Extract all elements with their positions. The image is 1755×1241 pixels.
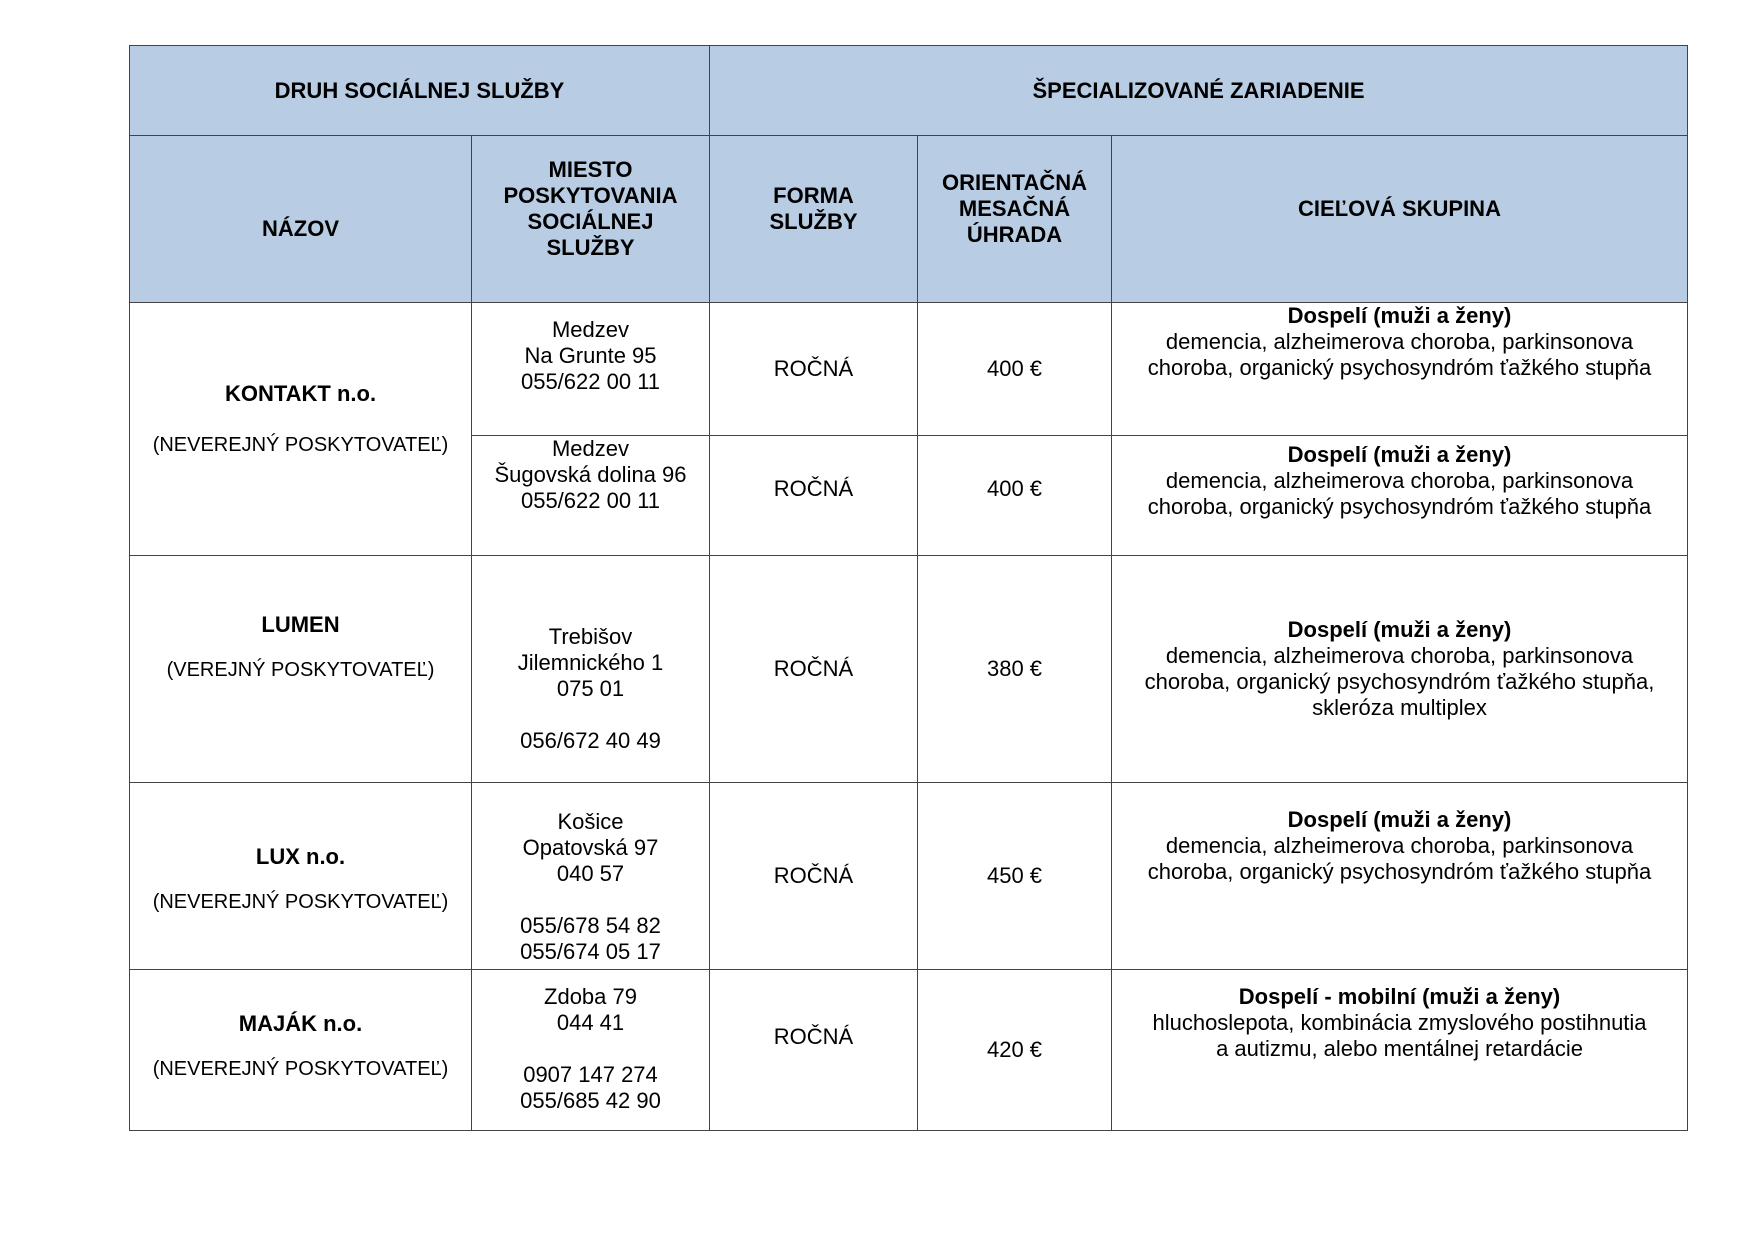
- target-cell: Dospelí - mobilní (muži a ženy) hluchoslepota, kombinácia zmyslového postihnutia a autizmu, alebo mentálnej retardácie: [1112, 970, 1688, 1131]
- target-cell: Dospelí (muži a ženy) demencia, alzheimerova choroba, parkinsonova choroba, organický psychosyndróm ťažkého stupňa, skleróza multiplex: [1112, 556, 1688, 783]
- header-form: FORMA SLUŽBY: [710, 136, 918, 303]
- target-cell: Dospelí (muži a ženy) demencia, alzheimerova choroba, parkinsonova choroba, organický psychosyndróm ťažkého stupňa: [1112, 783, 1688, 970]
- table-row: [130, 556, 1688, 783]
- provider-name: LUX n.o.: [255, 844, 346, 869]
- form-cell: ROČNÁ: [710, 970, 918, 1131]
- provider-name: LUMEN: [261, 612, 340, 637]
- social-services-table: [129, 45, 1688, 1131]
- provider-name: KONTAKT n.o.: [224, 381, 377, 406]
- header-place: MIESTO POSKYTOVANIA SOCIÁLNEJ SLUŽBY: [472, 136, 710, 303]
- payment-cell: 380 €: [918, 556, 1112, 783]
- provider-cell: [130, 303, 472, 556]
- provider-type: (NEVEREJNÝ POSKYTOVATEĽ): [152, 434, 449, 456]
- provider-cell: [130, 783, 472, 970]
- provider-cell: [130, 970, 472, 1131]
- header-target-group: CIEĽOVÁ SKUPINA: [1112, 136, 1688, 303]
- provider-name: MAJÁK n.o.: [238, 1011, 363, 1036]
- header-name: NÁZOV: [130, 136, 472, 303]
- provider-type: (NEVEREJNÝ POSKYTOVATEĽ): [152, 891, 449, 913]
- payment-cell: 400 €: [918, 303, 1112, 436]
- column-header-row: [130, 136, 1688, 303]
- provider-cell: [130, 556, 472, 783]
- form-cell: ROČNÁ: [710, 303, 918, 436]
- target-cell: Dospelí (muži a ženy) demencia, alzheimerova choroba, parkinsonova choroba, organický psychosyndróm ťažkého stupňa: [1112, 303, 1688, 436]
- table-row: [130, 783, 1688, 970]
- header-payment: ORIENTAČNÁ MESAČNÁ ÚHRADA: [918, 136, 1112, 303]
- form-cell: ROČNÁ: [710, 436, 918, 556]
- payment-cell: 450 €: [918, 783, 1112, 970]
- place-cell: Košice Opatovská 97 040 57 055/678 54 82 055/674 05 17: [472, 783, 710, 970]
- header-service-type: DRUH SOCIÁLNEJ SLUŽBY: [130, 46, 710, 136]
- place-cell: Trebišov Jilemnického 1 075 01 056/672 40 49: [472, 556, 710, 783]
- provider-type: (NEVEREJNÝ POSKYTOVATEĽ): [152, 1058, 449, 1080]
- form-cell: ROČNÁ: [710, 783, 918, 970]
- group-header-row: [130, 46, 1688, 136]
- form-cell: ROČNÁ: [710, 556, 918, 783]
- table-row: [130, 303, 1688, 436]
- provider-type: (VEREJNÝ POSKYTOVATEĽ): [166, 659, 435, 681]
- target-cell: Dospelí (muži a ženy) demencia, alzheimerova choroba, parkinsonova choroba, organický psychosyndróm ťažkého stupňa: [1112, 436, 1688, 556]
- place-cell: Zdoba 79 044 41 0907 147 274 055/685 42 90: [472, 970, 710, 1131]
- place-cell: Medzev Šugovská dolina 96 055/622 00 11: [472, 436, 710, 556]
- header-specialized-facility: ŠPECIALIZOVANÉ ZARIADENIE: [710, 46, 1688, 136]
- table-row: [130, 970, 1688, 1131]
- payment-cell: 400 €: [918, 436, 1112, 556]
- place-cell: Medzev Na Grunte 95 055/622 00 11: [472, 303, 710, 436]
- payment-cell: 420 €: [918, 970, 1112, 1131]
